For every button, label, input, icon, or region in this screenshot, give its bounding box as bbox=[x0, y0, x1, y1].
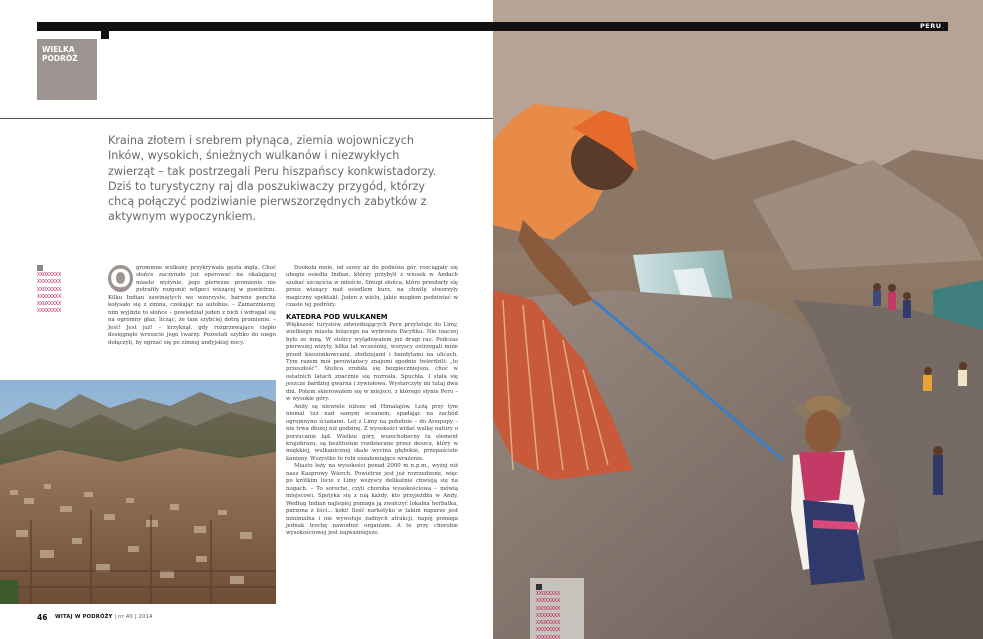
article-paragraph: Dookoła mnie, od szosy aż do podnóża gór, rozciągały się ubogie osiedla Indian, którzy przybyli z wiosek w Andach szukać szczęścia w mieście. Smugi słońca, które przedarły się przez wiszący nad osiedlem kurz, na chwilę stworzyły magiczny spektakl. Jeden z wielu, jakie mogłem podziwiać w czasie tej podróży. bbox=[286, 265, 458, 309]
page-number: 46 bbox=[37, 613, 48, 622]
ornament-line: XXXXXXXX bbox=[536, 612, 561, 619]
article-column-1 bbox=[108, 265, 276, 347]
article-column-2 bbox=[286, 265, 458, 538]
ornament-line: XXOXXXXX bbox=[536, 605, 561, 612]
dropcap: O bbox=[109, 264, 132, 293]
section-label-line2: PODRÓŻ bbox=[42, 54, 78, 64]
header-bar-tab bbox=[101, 31, 109, 39]
canyon-photo-image bbox=[493, 0, 983, 639]
ornament-line: XXXXXXXX bbox=[37, 308, 62, 315]
article-paragraph: Większość turystów odwiedzających Peru przylatuje do Limy, wielkiego miasta leżącego na wybrzeżu Pacyfiku. Nie inaczej było ze mną. W stolicy wylądowałem już drugi raz. Podczas pierwszej wizyty, kilka lat wcześniej, wszyscy ostrzegali mnie przed kieszonkowcami, złodziejami i bandytami na ulicach. Tym razem moi peruwiańscy znajomi zgodnie twierdzili: „to przeszłość”. Stolica zrobiła się bezpieczniejsza, choć w ostatnich latach znacznie się rozrosła. Spuchła. I stała się jeszcze bardziej gwarna i żywiołowa. Wystarczyły mi tutaj dwa dni. Potem skierowałem się w miejsce, z którego słynie Peru – w wysokie góry. bbox=[286, 321, 458, 403]
article-paragraph: grommne wulkany przykrywała gęsta mgła. Choć słońce zaczynało już operować na okalającej miasto wyżynie, jego pierwsze promienie nie potrafiły rozgonić wilgoci wiszącej w powietrzu. Kilku Indian zawiniętych we wzorzyste, barwne poncha kołysało się z zimna, czekając na autobus. – Zamarzniemy, nim wyjdzie to słońce – powiedział jeden z nich i wdrapał się na ogromny głaz, licząc, że tam szybciej dotrą promienie. – Jest! Jest już! – krzyknął, gdy rozgrzewające ciepło dosięgnęło wreszcie jego twarzy. Pozostali szybko do niego dołączyli, by ogrzać się po zimnej andyjskiej nocy. bbox=[108, 265, 276, 346]
article-subheading: KATEDRA POD WULKANEM bbox=[286, 312, 388, 321]
country-label: PERU bbox=[920, 22, 942, 30]
ornament-line: XXXXXXXX bbox=[536, 598, 561, 605]
canyon-photo bbox=[493, 0, 983, 639]
divider-line bbox=[0, 118, 493, 119]
ornament-line: XXXXXXXX bbox=[37, 279, 62, 286]
city-photo-image bbox=[0, 380, 276, 604]
header-bar-right bbox=[493, 22, 948, 31]
ornament-square-icon bbox=[536, 584, 542, 590]
ornament-pattern bbox=[37, 265, 69, 316]
article-paragraph: Miasto leży na wysokości ponad 2000 m n.p.m., wyżej niż nasz Kasprowy Wierch. Powietrze jest już rozrzedzone, więc po krótkim locie z Limy wszyscy delikatnie chwieją się na nogach. – To soroche, czyli choroba wysokościowa – mówią miejscowi. Spotyka się z nią każdy, kto przyjeżdża w Andy. Według Indian najlepiej pomaga ją zwalczyć lokalna herbatka, parzona z liści... koki! Ilość narkotyku w takim naparze jest minimalna i nie wywołuje żadnych atrakcji, napój pomaga jednak trochę nawodnić organizm. A to przy chorobie wysokościowej jest najważniejsze. bbox=[286, 463, 458, 537]
ornament-line: XXOXXXXX bbox=[37, 272, 62, 278]
lead-paragraph: Kraina złotem i srebrem płynąca, ziemia wojowniczych Inków, wysokich, śnieżnych wulkanów i niezwykłych zwierząt – tak postrzegali Peru hiszpańscy konkwistadorzy. Dziś to turystyczny raj dla poszukiwaczy przygód, którzy chcą połączyć podziwianie pierwszorzędnych zabytków z aktywnym wypoczynkiem. bbox=[108, 134, 437, 224]
ornament-line: XXOXXXXX bbox=[37, 301, 62, 308]
ornament-line: XXXXXXXX bbox=[37, 293, 62, 300]
ornament-line: XXXXXXXX bbox=[536, 627, 561, 634]
city-photo bbox=[0, 380, 276, 604]
ornament-line: XXOXXXXX bbox=[37, 286, 62, 293]
section-box bbox=[37, 39, 97, 100]
magazine-issue: | nr 40 | 2014 bbox=[114, 614, 153, 620]
article-paragraph: Andy są niewiele niższe od Himalajów. Leżą przy tym niemal tuż nad samym oceanem, spadając na zachód ogromnymi ścianami. Lot z Limy na południe – do Arequipy – nie trwa dłużej niż godzinę. Z wysokości widać walkę natury o porzucanie ląd. Wielkie góry, wszechobecny tu element krajobrazu, są bezlitośnie rozdzierane przez deszcz, który w miękkiej, wulkanicznej skale wycina głębokie, przepaściste kaniony. Wszystko to robi oszałamiające wrażenie. bbox=[286, 403, 458, 462]
section-label-line1: WIELKA bbox=[42, 45, 75, 54]
ornament-square-icon bbox=[37, 265, 43, 271]
magazine-credit bbox=[55, 614, 153, 620]
ornament-line: XXOXXXXX bbox=[536, 591, 561, 597]
ornament-pattern-right bbox=[530, 578, 584, 639]
magazine-name: WITAJ W PODRÓŻY bbox=[55, 614, 113, 620]
ornament-line: XXOXXXXX bbox=[536, 620, 561, 627]
header-bar bbox=[37, 22, 493, 31]
ornament-line: XXXXXXXX bbox=[536, 634, 561, 639]
